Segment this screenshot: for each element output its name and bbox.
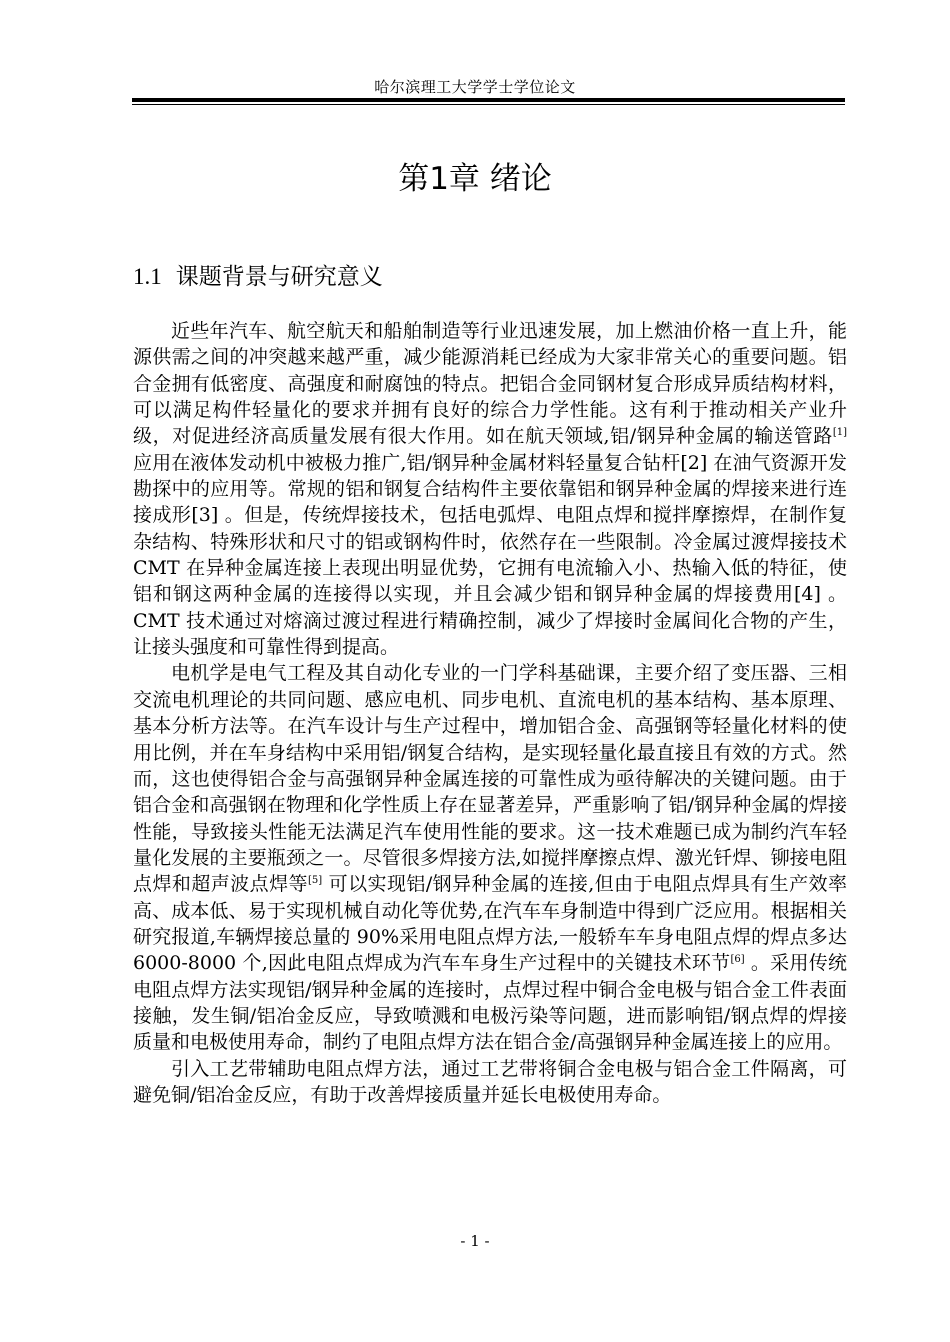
paragraph-text: 可以实现铝/钢异种金属的连接,但由于电阻点焊具有生产效率高、成本低、易于实现机械自动化等优势,在汽车车身制造中得到广泛应用。根据相关研究报道,车辆焊接总量的 90%采用电阻点焊方法,一般轿车车身电阻点焊的焊点多达 6000-8000 个,因此电阻点焊成为汽车车身生产过程中的关键技术环节 [133,873,847,975]
section-title: 课题背景与研究意义 [175,264,383,290]
section-heading [133,258,383,291]
paragraph-text: 。采用传统电阻点焊方法实现铝/钢异种金属的连接时，点焊过程中铜合金电极与铝合金工件表面接触，发生铜/铝冶金反应，导致喷溅和电极污染等问题，进而影响铝/钢点焊的焊接质量和电极使用寿命，制约了电阻点焊方法在铝合金/高强钢异种金属连接上的应用。 [133,952,847,1054]
paragraph-2 [133,660,847,1055]
citation-marker: [1] [832,427,847,439]
running-header: 哈尔滨理工大学学士学位论文 [374,78,576,96]
chapter-title: 第1章 绪论 [398,161,552,197]
paragraph-3 [133,1056,847,1109]
citation-marker: [5] [307,875,323,887]
page-number: - 1 - [460,1232,490,1250]
paragraph-1 [133,318,847,660]
paragraph-text: 引入工艺带辅助电阻点焊方法，通过工艺带将铜合金电极与铝合金工件隔离，可避免铜/铝冶金反应，有助于改善焊接质量并延长电极使用寿命。 [133,1057,847,1106]
paragraph-text: 电机学是电气工程及其自动化专业的一门学科基础课，主要介绍了变压器、三相交流电机理论的共同问题、感应电机、同步电机、直流电机的基本结构、基本原理、基本分析方法等。在汽车设计与生产过程中，增加铝合金、高强钢等轻量化材料的使用比例，并在车身结构中采用铝/钢复合结构，是实现轻量化最直接且有效的方式。然而，这也使得铝合金与高强钢异种金属连接的可靠性成为亟待解决的关键问题。由于铝合金和高强钢在物理和化学性质上存在显著差异，严重影响了铝/钢异种金属的焊接性能，导致接头性能无法满足汽车使用性能的要求。这一技术难题已成为制约汽车轻量化发展的主要瓶颈之一。尽管很多焊接方法,如搅拌摩擦点焊、激光钎焊、铆接电阻点焊和超声波点焊等 [133,662,847,896]
section-number: 1.1 [133,264,162,289]
paragraph-text: 近些年汽车、航空航天和船舶制造等行业迅速发展，加上燃油价格一直上升，能源供需之间的冲突越来越严重，减少能源消耗已经成为大家非常关心的重要问题。铝合金拥有低密度、高强度和耐腐蚀的特点。把铝合金同钢材复合形成异质结构材料，可以满足构件轻量化的要求并拥有良好的综合力学性能。这有利于推动相关产业升级，对促进经济高质量发展有很大作用。如在航天领域,铝/钢异种金属的输送管路 [133,320,847,448]
header-rule-thin [132,104,845,105]
body-text [133,318,847,1108]
paragraph-text: 应用在液体发动机中被极力推广,铝/钢异种金属材料轻量复合钻杆[2] 在油气资源开发勘探中的应用等。常规的铝和钢复合结构件主要依靠铝和钢异种金属的焊接来进行连接成形[3] 。但是，传统焊接技术，包括电弧焊、电阻点焊和搅拌摩擦焊，在制作复杂结构、特殊形状和尺寸的铝或钢构件时，依然存在一些限制。冷金属过渡焊接技术 CMT 在异种金属连接上表现出明显优势，它拥有电流输入小、热输入低的特征，使铝和钢这两种金属的连接得以实现，并且会减少铝和钢异种金属的焊接费用[4] 。CMT 技术通过对熔滴过渡过程进行精确控制，减少了焊接时金属间化合物的产生，让接头强度和可靠性得到提高。 [133,451,847,659]
header-rule-thick [132,98,845,102]
citation-marker: [6] [730,954,745,966]
